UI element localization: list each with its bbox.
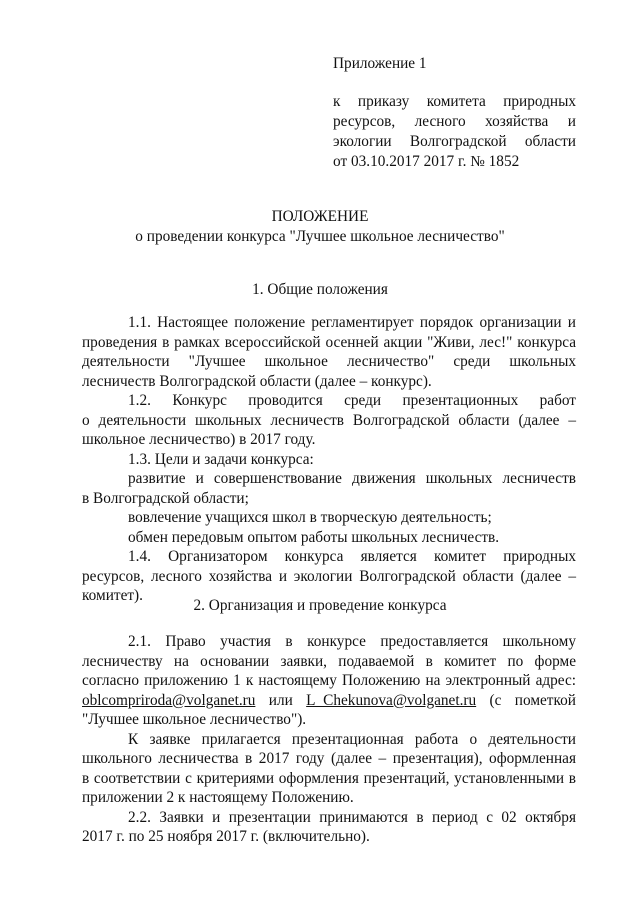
paragraph-line: "Лучшее школьное лесничество"). [82, 711, 307, 728]
annex-line: экологии Волгоградской области [333, 133, 576, 150]
paragraph-line: деятельности "Лучшее школьное лесничество" среди школьных [82, 353, 576, 370]
annex-block [333, 54, 576, 172]
paragraph-line: школьного лесничества в 2017 году (далее – презентация), оформленная [82, 750, 576, 767]
paragraph-line: К заявке прилагается презентационная работа о деятельности [128, 730, 576, 748]
conjunction-text: или [268, 691, 293, 709]
paragraph-line: 1.2. Конкурс проводится среди презентационных работ [128, 392, 576, 409]
annex-title: Приложение 1 [333, 55, 427, 72]
document-title: ПОЛОЖЕНИЕ [271, 208, 369, 225]
paragraph-line: лесничеству на основании заявки, подаваемой в комитет по форме [82, 652, 576, 670]
paragraph-line: согласно приложению 1 к настоящему Положению на электронный адрес: [82, 672, 576, 689]
paragraph-line email-line [82, 691, 576, 711]
email-link-oblcompriroda[interactable]: oblcompriroda@volganet.ru [82, 691, 256, 709]
paragraph-line: вовлечение учащихся школ в творческую деятельность; [128, 509, 492, 526]
paragraph-line: ресурсов, лесного хозяйства и экологии Волгоградской области (далее – [82, 567, 576, 585]
paragraph-line: проведения в рамках всероссийской осенней акции "Живи, лес!" конкурса [82, 333, 576, 351]
section-1-body [82, 313, 576, 606]
paragraph-line: развитие и совершенствование движения школьных лесничеств [128, 470, 576, 487]
paragraph-line: 1.4. Организатором конкурса является комитет природных [128, 548, 576, 565]
note-text: (с пометкой [489, 691, 576, 709]
section-2-body [82, 632, 576, 847]
paragraph-line: 2.2. Заявки и презентации принимаются в период с 02 октября [128, 808, 576, 826]
section-1-title: 1. Общие положения [252, 281, 388, 298]
paragraph-line: обмен передовым опытом работы школьных лесничеств. [128, 528, 500, 546]
paragraph-line: о деятельности школьных лесничеств Волгоградской области (далее – [82, 411, 576, 429]
paragraph-line: приложении 2 к настоящему Положению. [82, 789, 354, 806]
section-2-title: 2. Организация и проведение конкурса [193, 597, 447, 614]
paragraph-line: 1.3. Цели и задачи конкурса: [128, 450, 314, 468]
paragraph-line: в соответствии с критериями оформления презентаций, установленными в [82, 769, 576, 787]
paragraph-line: лесничеств Волгоградской области (далее – конкурс). [82, 372, 432, 390]
annex-line: к приказу комитета природных [333, 93, 576, 110]
annex-line: ресурсов, лесного хозяйства и [333, 113, 576, 130]
document-subtitle: о проведении конкурса "Лучшее школьное лесничество" [135, 228, 505, 245]
paragraph-line: комитет). [82, 587, 143, 604]
paragraph-line: 2.1. Право участия в конкурсе предоставляется школьному [128, 633, 576, 650]
paragraph-line: 2017 г. по 25 ноября 2017 г. (включительно). [82, 828, 370, 845]
paragraph-line: в Волгоградской области; [82, 489, 249, 507]
paragraph-line: школьное лесничество) в 2017 году. [82, 431, 316, 448]
paragraph-line: 1.1. Настоящее положение регламентирует порядок организации и [128, 314, 576, 331]
email-link-chekunova[interactable]: L_Chekunova@volganet.ru [306, 691, 477, 709]
annex-line: от 03.10.2017 2017 г. № 1852 [333, 153, 520, 170]
